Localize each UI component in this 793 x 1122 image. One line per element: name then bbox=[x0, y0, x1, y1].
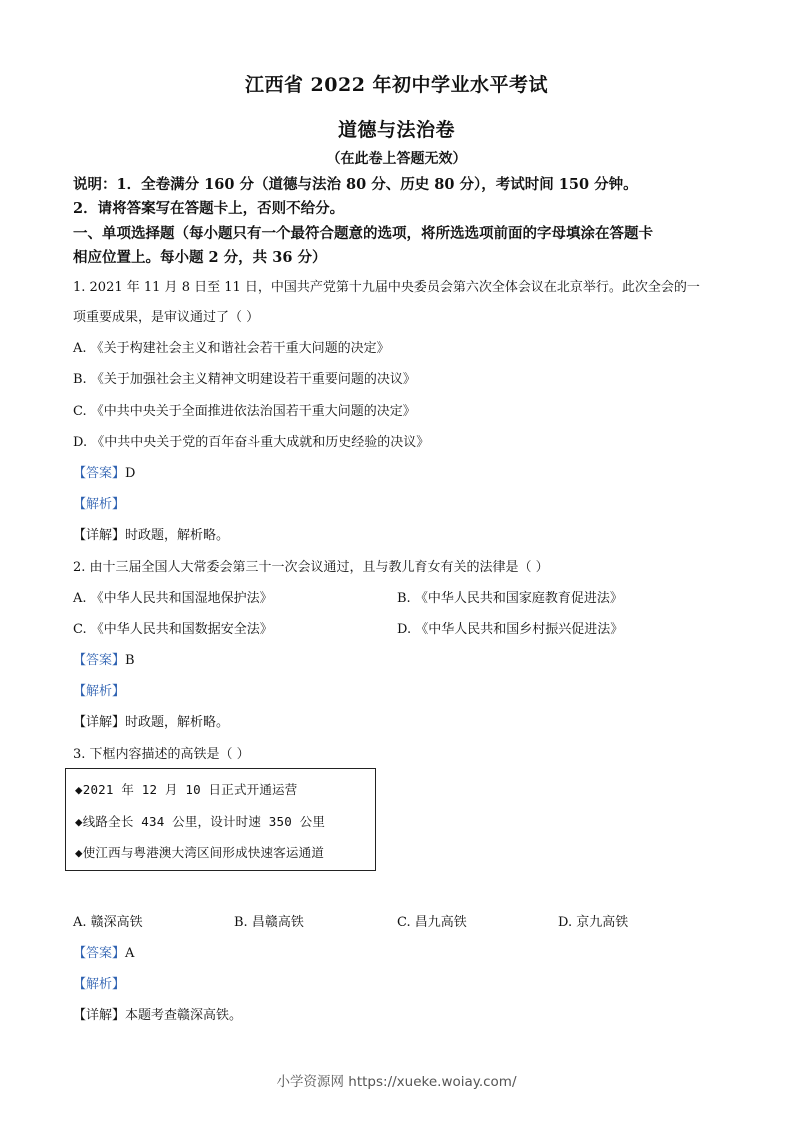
q2-stem: 2. 由十三届全国人大常委会第三十一次会议通过，且与教儿育女有关的法律是（ ） bbox=[73, 560, 549, 575]
q1-detail-label: 【详解】 bbox=[73, 528, 126, 543]
q1-detail bbox=[73, 524, 229, 543]
q2-answer-label: 【答案】 bbox=[73, 653, 126, 668]
q2-answer-value: B bbox=[125, 653, 135, 668]
page-title: 江西省 2022 年初中学业水平考试 bbox=[244, 74, 549, 96]
q3-detail-text: 本题考查赣深高铁。 bbox=[125, 1008, 243, 1023]
page-subtitle: 道德与法治卷 bbox=[337, 119, 455, 141]
q1-option-b: B. 《关于加强社会主义精神文明建设若干重要问题的决议》 bbox=[73, 372, 416, 387]
q2-detail-text: 时政题，解析略。 bbox=[125, 715, 230, 730]
q1-analysis-label: 【解析】 bbox=[73, 497, 126, 512]
q2-option-a: A. 《中华人民共和国湿地保护法》 bbox=[73, 591, 273, 606]
q3-detail-label: 【详解】 bbox=[73, 1008, 126, 1023]
q2-detail-label: 【详解】 bbox=[73, 715, 126, 730]
q3-info-box bbox=[65, 768, 376, 871]
q3-answer-label: 【答案】 bbox=[73, 946, 126, 961]
q1-answer bbox=[73, 462, 135, 481]
q1-stem-line-2: 项重要成果，是审议通过了（ ） bbox=[73, 310, 260, 325]
q3-detail bbox=[73, 1004, 242, 1023]
q3-box-line-3: ◆使江西与粤港澳大湾区间形成快速客运通道 bbox=[75, 845, 325, 860]
q3-box-line-2: ◆线路全长 434 公里，设计时速 350 公里 bbox=[75, 814, 326, 829]
instructions-line-2: 2．请将答案写在答题卡上，否则不给分。 bbox=[73, 200, 345, 217]
q1-detail-text: 时政题，解析略。 bbox=[125, 528, 230, 543]
q1-stem-line-1: 1. 2021 年 11 月 8 日至 11 日，中国共产党第十九届中央委员会第六次全体会议在北京举行。此次全会的一 bbox=[73, 280, 700, 295]
q3-option-b: B. 昌赣高铁 bbox=[234, 915, 304, 930]
q2-analysis-label: 【解析】 bbox=[73, 684, 126, 699]
q3-stem: 3. 下框内容描述的高铁是（ ） bbox=[73, 747, 250, 762]
q2-option-b: B. 《中华人民共和国家庭教育促进法》 bbox=[397, 591, 623, 606]
q3-option-c: C. 昌九高铁 bbox=[397, 915, 467, 930]
q3-answer bbox=[73, 942, 134, 961]
q3-analysis-label: 【解析】 bbox=[73, 977, 126, 992]
q1-option-c: C. 《中共中央关于全面推进依法治国若干重大问题的决定》 bbox=[73, 404, 416, 419]
q2-detail bbox=[73, 711, 229, 730]
q1-answer-label: 【答案】 bbox=[73, 466, 126, 481]
q3-option-a: A. 赣深高铁 bbox=[73, 915, 143, 930]
page-note: （在此卷上答题无效） bbox=[326, 151, 467, 167]
q2-answer bbox=[73, 649, 135, 668]
q3-option-d: D. 京九高铁 bbox=[558, 915, 629, 930]
q3-answer-value: A bbox=[125, 946, 135, 961]
q1-option-a: A. 《关于构建社会主义和谐社会若干重大问题的决定》 bbox=[73, 341, 390, 356]
q1-option-d: D. 《中共中央关于党的百年奋斗重大成就和历史经验的决议》 bbox=[73, 435, 430, 450]
footer-watermark: 小学资源网 https://xueke.woiay.com/ bbox=[276, 1074, 517, 1090]
q2-option-d: D. 《中华人民共和国乡村振兴促进法》 bbox=[397, 622, 624, 637]
q2-option-c: C. 《中华人民共和国数据安全法》 bbox=[73, 622, 273, 637]
section-heading-line-2: 相应位置上。每小题 2 分，共 36 分） bbox=[73, 249, 327, 266]
q3-box-line-1: ◆2021 年 12 月 10 日正式开通运营 bbox=[75, 782, 298, 797]
q1-answer-value: D bbox=[125, 466, 136, 481]
section-heading-line-1: 一、单项选择题（每小题只有一个最符合题意的选项，将所选选项前面的字母填涂在答题卡 bbox=[73, 225, 653, 242]
instructions-line-1: 说明：1．全卷满分 160 分（道德与法治 80 分、历史 80 分），考试时间 150 分钟。 bbox=[73, 176, 638, 193]
